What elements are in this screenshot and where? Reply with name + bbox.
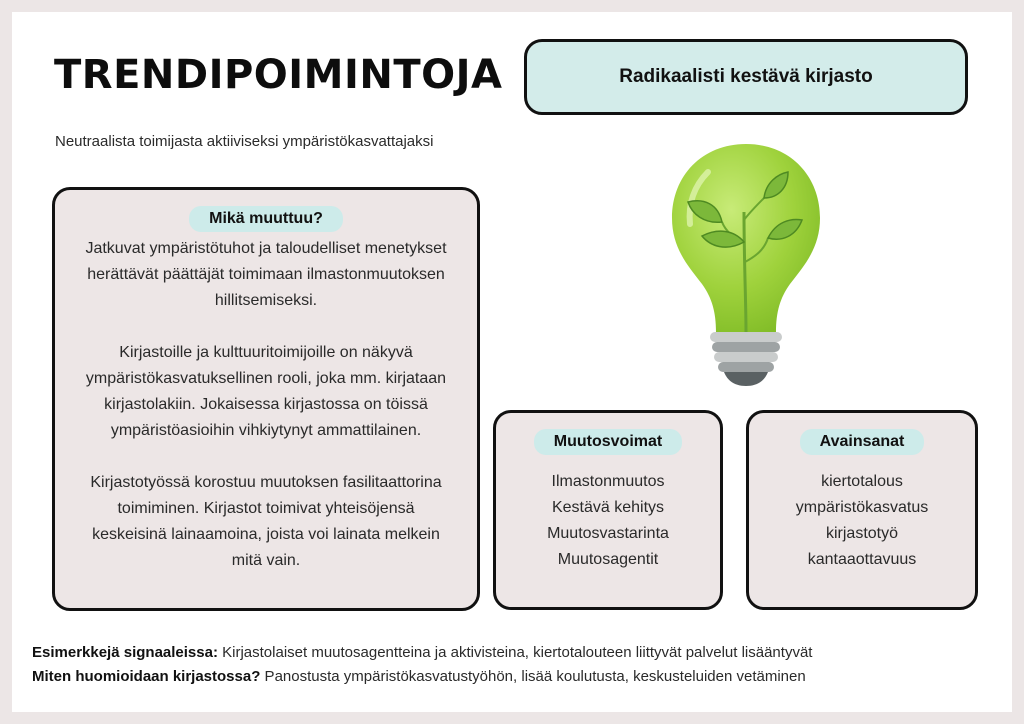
list-item: Ilmastonmuutos — [551, 473, 665, 490]
list-item: kirjastotyö — [825, 525, 899, 542]
library-label: Miten huomioidaan kirjastossa? — [32, 668, 261, 685]
list-item: ympäristökasvatus — [795, 499, 929, 516]
change-forces-list — [496, 469, 720, 573]
lightbulb-plant-icon — [664, 142, 828, 388]
library-text: Panostusta ympäristökasvatustyöhön, lisää koulutusta, keskusteluiden vetäminen — [260, 668, 806, 685]
signals-label: Esimerkkejä signaaleissa: — [32, 644, 218, 661]
page-title: TRENDIPOIMINTOJA — [54, 52, 503, 98]
library-line — [32, 668, 806, 685]
what-changes-paragraph: Kirjastoille ja kulttuuritoimijoille on näkyvä ympäristökasvatuksellinen rooli, joka mm. kirjataan kirjastolakiin. Jokaisessa kirjastossa on töissä ympäristöasioihin vihkiytynyt ammattilainen. — [85, 344, 447, 439]
what-changes-paragraph: Jatkuvat ympäristötuhot ja taloudelliset menetykset herättävät päättäjät toimimaan ilmastonmuutoksen hillitsemiseksi. — [85, 240, 447, 309]
list-item: Muutosvastarinta — [547, 525, 669, 542]
what-changes-box — [52, 187, 480, 611]
theme-title-box — [524, 39, 968, 115]
keywords-heading: Avainsanat — [800, 429, 925, 455]
list-item: Muutosagentit — [557, 551, 659, 568]
list-item: kantaaottavuus — [807, 551, 917, 568]
change-forces-box — [493, 410, 723, 610]
list-item: Kestävä kehitys — [551, 499, 665, 516]
signals-line — [32, 644, 812, 661]
theme-title: Radikaalisti kestävä kirjasto — [619, 66, 873, 87]
change-forces-heading: Muutosvoimat — [534, 429, 682, 455]
page-subtitle: Neutraalista toimijasta aktiiviseksi ympäristökasvattajaksi — [55, 133, 434, 150]
keywords-list — [749, 469, 975, 573]
what-changes-paragraph: Kirjastotyössä korostuu muutoksen fasilitaattorina toimiminen. Kirjastot toimivat yhteisöjensä keskeisinä lainaamoina, joista voi lainata melkein mitä vain. — [90, 474, 442, 569]
list-item: kiertotalous — [821, 473, 903, 490]
keywords-box — [746, 410, 978, 610]
signals-text: Kirjastolaiset muutosagentteina ja aktivisteina, kiertotalouteen liittyvät palvelut lisääntyvät — [217, 644, 813, 661]
what-changes-heading: Mikä muuttuu? — [189, 206, 343, 232]
